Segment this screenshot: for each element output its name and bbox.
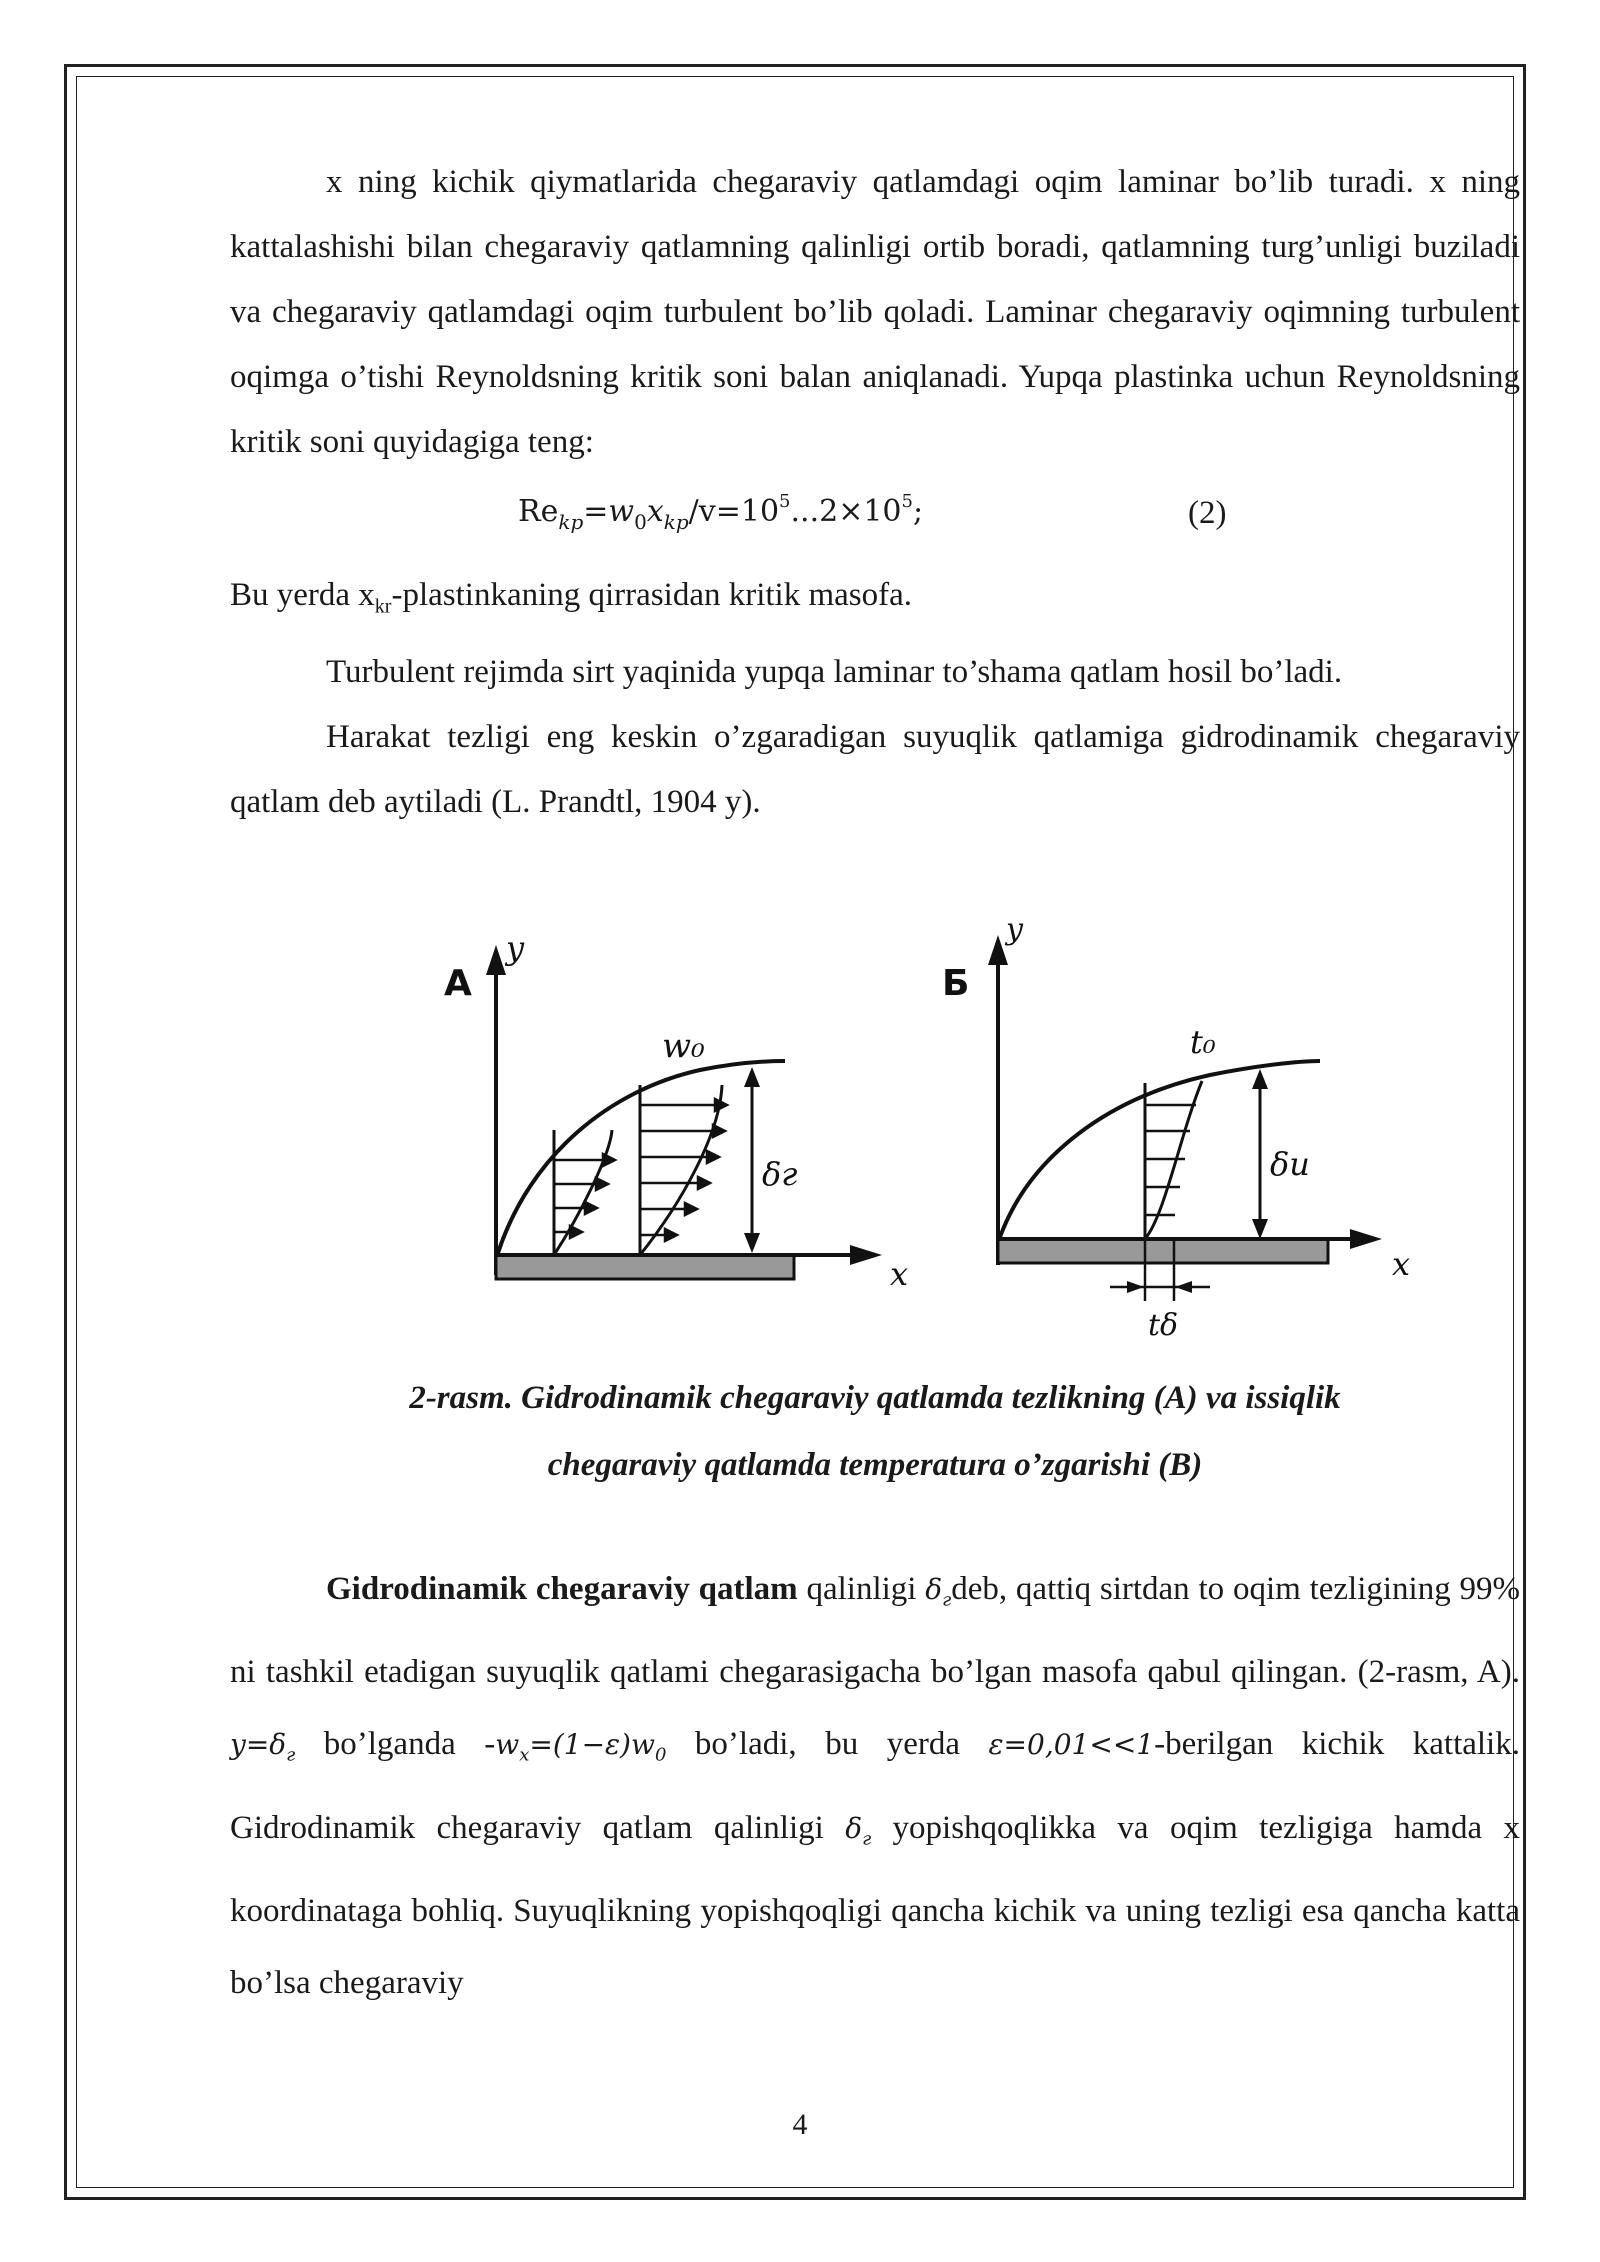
def-text-5: -berilgan kichik kattalik. Gidrodinamik chegaraviy qatlam qalinligi [230, 1726, 1520, 1846]
def-text-2: deb, qattiq sirtdan to oqim tezligining 99% ni tashkil etadigan suyuqlik qatlami chegarasigacha bo’lgan masofa qabul qilingan. (2-rasm, A). [230, 1570, 1520, 1691]
def-text-1: qalinligi [797, 1570, 926, 1607]
panel-a-profile1-arrows [554, 1154, 615, 1238]
paragraph-laminar: x ning kichik qiymatlarida chegaraviy qatlamdagi oqim laminar bo’lib turadi. x ning kattalashishi bilan chegaraviy qatlamning qalinligi ortib boradi, qatlamning turg’unligi buziladi va chegaraviy qatlamdagi oqim turbulent bo’lib qoladi. Laminar chegaraviy oqimning turbulent oqimga o’tishi Reynoldsning kritik soni balan aniqlanadi. Yupqa plastinka uchun Reynoldsning kritik soni quyidagiga teng: [230, 164, 1520, 460]
panel-a-delta-label: δг [762, 1154, 798, 1193]
panel-a-profile2-curve [640, 1085, 722, 1255]
panel-b-tdelta-arrow-left [1127, 1281, 1144, 1293]
panel-a-w0-label: w₀ [662, 1025, 705, 1066]
panel-b-x-label: x [1392, 1244, 1411, 1283]
panel-b-y-arrow [988, 935, 1008, 965]
panel-b-plate [998, 1239, 1328, 1263]
formula-row [230, 475, 1520, 563]
panel-a-y-arrow [486, 945, 506, 975]
panel-b-t0-label: t₀ [1190, 1022, 1216, 1061]
def-text-6: yopishqoqlikka va oqim tezligiga hamda x koordinataga bohliq. Suyuqlikning yopishqoqligi qancha kichik va uning tezligi esa qancha katta bo’lsa chegaraviy [230, 1809, 1520, 2002]
math-wx-eq: $w_x=(1-\varepsilon)w_0$ [495, 1728, 667, 1766]
figure-caption-line2: chegaraviy qatlamda temperatura o’zgarishi (B) [547, 1446, 1203, 1483]
math-delta-2: $\delta_г$ [845, 1811, 872, 1850]
formula-exp1: 5 [779, 491, 791, 512]
panel-a [444, 929, 908, 1293]
page-content [230, 150, 1520, 2019]
formula-re: Re [518, 494, 559, 529]
math-y-eq: $y=\delta_г$ [230, 1728, 296, 1766]
formula-range: ...2×10 [790, 494, 902, 529]
panel-a-label: A [444, 962, 472, 1004]
equation-number: (2) [1188, 495, 1227, 531]
panel-b-x-arrow [1350, 1229, 1382, 1249]
reynolds-critical-formula: $Re_{kp}=w_0x_{kp}/v=10^5...2\times 10^5$; [518, 491, 924, 534]
panel-a-x-arrow [850, 1245, 882, 1265]
panel-b-delta-arrow-down [1252, 1219, 1268, 1239]
paragraph-definition [230, 1553, 1520, 2020]
paragraph-turbulent: Turbulent rejimda sirt yaqinida yupqa laminar to’shama qatlam hosil bo’ladi. [326, 653, 1343, 690]
term-bold: Gidrodinamik chegaraviy qatlam [326, 1570, 798, 1607]
panel-b-y-label: y [1006, 911, 1023, 947]
formula-x: x [646, 494, 664, 529]
panel-b-tdelta-label: tδ [1148, 1307, 1179, 1343]
def-text-4: bo’ladi, bu yerda [666, 1726, 989, 1763]
def-text-3: bo’lganda - [295, 1726, 496, 1763]
panel-a-x-label: x [890, 1254, 909, 1293]
panel-a-profile2-arrows [640, 1099, 727, 1241]
formula-w: w [608, 494, 635, 529]
formula-w-sub: 0 [634, 510, 647, 534]
panel-b [942, 912, 1410, 1343]
panel-a-plate [496, 1255, 794, 1279]
figure-boundary-layers [230, 835, 1520, 1345]
xkr-sub: kr [374, 595, 392, 618]
math-epsilon: ε=0,01<<1 [988, 1728, 1155, 1762]
panel-a-delta-arrow-down [744, 1233, 760, 1253]
figure-caption-line1: 2-rasm. Gidrodinamik chegaraviy qatlamda tezlikning (A) va issiqlik [409, 1379, 1341, 1416]
paragraph-xkr [230, 563, 1520, 640]
page-number: 4 [792, 2108, 808, 2141]
figure-svg [230, 835, 1520, 1345]
xkr-prefix: Bu yerda x [230, 577, 375, 613]
panel-b-label: Б [942, 962, 970, 1004]
formula-semicolon: ; [912, 494, 924, 529]
math-delta-1: $\delta_г$ [925, 1572, 952, 1611]
formula-re-sub: kp [558, 510, 584, 534]
panel-b-delta-arrow-up [1252, 1069, 1268, 1089]
xkr-suffix: -plastinkaning qirrasidan kritik masofa. [391, 577, 913, 613]
formula-exp2: 5 [901, 491, 913, 512]
formula-nu: /v=10 [688, 494, 780, 529]
panel-a-delta-arrow-up [744, 1067, 760, 1087]
panel-a-y-label: y [506, 928, 525, 967]
panel-b-delta-label: δu [1270, 1144, 1310, 1183]
paragraph-prandtl: Harakat tezligi eng keskin o’zgaradigan suyuqlik qatlamiga gidrodinamik chegaraviy qatlam deb aytiladi (L. Prandtl, 1904 y). [230, 718, 1520, 820]
panel-b-tdelta-arrow-right [1175, 1281, 1192, 1293]
formula-x-sub: kp [663, 510, 689, 534]
